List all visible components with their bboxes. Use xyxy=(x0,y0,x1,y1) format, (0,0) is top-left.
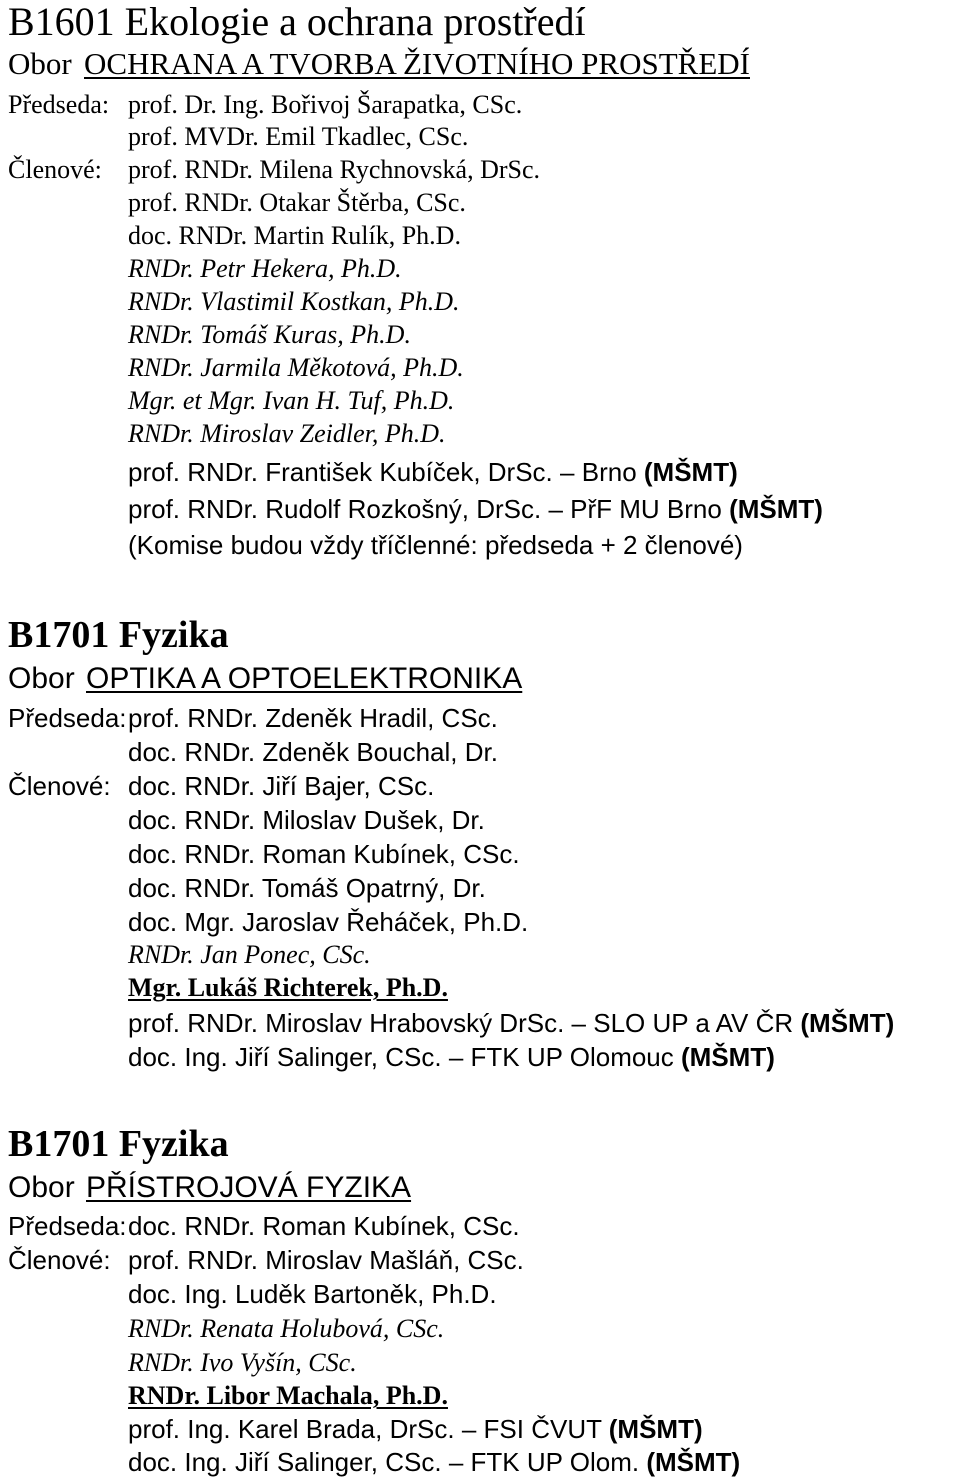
external-member-place: FTK UP Olomouc xyxy=(470,1042,674,1072)
member-name: doc. RNDr. Tomáš Opatrný, Dr. xyxy=(128,873,486,903)
member-name: Mgr. Lukáš Richterek, Ph.D. xyxy=(128,973,448,1002)
member-name: doc. RNDr. Roman Kubínek, CSc. xyxy=(128,839,520,869)
predseda-name: doc. RNDr. Zdeněk Bouchal, Dr. xyxy=(128,737,498,767)
external-member-place: FTK UP Olom. xyxy=(470,1447,640,1477)
member-name: RNDr. Jarmila Měkotová, Ph.D. xyxy=(128,353,464,382)
predseda-name: prof. MVDr. Emil Tkadlec, CSc. xyxy=(128,122,469,151)
member-name: RNDr. Ivo Vyšín, CSc. xyxy=(128,1348,357,1377)
section-title: B1701 Fyzika xyxy=(8,1123,229,1165)
msmt-tag: (MŠMT) xyxy=(646,1447,741,1477)
member-name: RNDr. Tomáš Kuras, Ph.D. xyxy=(128,320,411,349)
member-name: RNDr. Jan Ponec, CSc. xyxy=(128,940,371,969)
predseda-label: Předseda: xyxy=(8,703,127,733)
msmt-tag: (MŠMT) xyxy=(608,1414,703,1444)
external-member xyxy=(128,493,823,525)
msmt-tag: (MŠMT) xyxy=(729,494,823,524)
member-name: Mgr. et Mgr. Ivan H. Tuf, Ph.D. xyxy=(128,386,455,415)
external-member-place: PřF MU Brno xyxy=(570,494,722,524)
external-member-place: Brno xyxy=(581,457,637,487)
msmt-tag: (MŠMT) xyxy=(800,1008,895,1038)
clenove-label: Členové: xyxy=(8,155,102,184)
predseda-name: prof. Dr. Ing. Bořivoj Šarapatka, CSc. xyxy=(128,90,523,119)
member-name: doc. RNDr. Martin Rulík, Ph.D. xyxy=(128,221,461,250)
obor-name: OCHRANA A TVORBA ŽIVOTNÍHO PROSTŘEDÍ xyxy=(84,46,750,81)
predseda-label: Předseda: xyxy=(8,90,110,119)
obor-name: PŘÍSTROJOVÁ FYZIKA xyxy=(86,1171,412,1204)
section-title: B1701 Fyzika xyxy=(8,614,229,656)
member-name: RNDr. Petr Hekera, Ph.D. xyxy=(128,254,402,283)
external-member-name: prof. RNDr. František Kubíček, DrSc. xyxy=(128,457,553,487)
predseda-label: Předseda: xyxy=(8,1211,127,1241)
external-member-name: prof. RNDr. Miroslav Hrabovský DrSc. xyxy=(128,1008,565,1038)
member-name: RNDr. Miroslav Zeidler, Ph.D. xyxy=(128,419,446,448)
section-title: B1601 Ekologie a ochrana prostředí xyxy=(8,0,586,44)
member-name: doc. RNDr. Jiří Bajer, CSc. xyxy=(128,771,435,801)
external-member xyxy=(128,1041,775,1073)
clenove-label: Členové: xyxy=(8,1245,111,1275)
member-name: RNDr. Renata Holubová, CSc. xyxy=(128,1314,445,1343)
msmt-tag: (MŠMT) xyxy=(643,457,738,487)
predseda-name: prof. RNDr. Zdeněk Hradil, CSc. xyxy=(128,703,498,733)
external-member xyxy=(128,456,738,488)
msmt-tag: (MŠMT) xyxy=(681,1042,775,1072)
external-member xyxy=(128,1413,703,1445)
dash: – xyxy=(560,457,575,487)
member-name: prof. RNDr. Milena Rychnovská, DrSc. xyxy=(128,155,541,184)
predseda-name: doc. RNDr. Roman Kubínek, CSc. xyxy=(128,1211,520,1241)
dash: – xyxy=(448,1447,464,1477)
clenove-label: Členové: xyxy=(8,771,111,801)
obor-prefix: Obor xyxy=(8,1171,75,1204)
external-member-place: FSI ČVUT xyxy=(483,1414,602,1444)
dash: – xyxy=(571,1008,587,1038)
external-member-name: prof. Ing. Karel Brada, DrSc. xyxy=(128,1414,455,1444)
dash: – xyxy=(461,1414,477,1444)
member-name: doc. Mgr. Jaroslav Řeháček, Ph.D. xyxy=(128,907,529,937)
commission-note: (Komise budou vždy tříčlenné: předseda + 2 členové) xyxy=(128,530,743,560)
obor-name: OPTIKA A OPTOELEKTRONIKA xyxy=(86,662,523,695)
member-name: RNDr. Vlastimil Kostkan, Ph.D. xyxy=(128,287,460,316)
dash: – xyxy=(548,494,563,524)
member-name: doc. Ing. Luděk Bartoněk, Ph.D. xyxy=(128,1279,497,1309)
member-name: doc. RNDr. Miloslav Dušek, Dr. xyxy=(128,805,485,835)
obor-prefix: Obor xyxy=(8,662,75,695)
external-member-name: doc. Ing. Jiří Salinger, CSc. xyxy=(128,1447,442,1477)
dash: – xyxy=(448,1042,464,1072)
obor-prefix: Obor xyxy=(8,46,72,81)
member-name: RNDr. Libor Machala, Ph.D. xyxy=(128,1381,448,1410)
external-member-name: doc. Ing. Jiří Salinger, CSc. xyxy=(128,1042,442,1072)
member-name: prof. RNDr. Miroslav Mašláň, CSc. xyxy=(128,1245,524,1275)
external-member-place: SLO UP a AV ČR xyxy=(593,1008,794,1038)
external-member xyxy=(128,1007,894,1039)
external-member xyxy=(128,1446,740,1478)
member-name: prof. RNDr. Otakar Štěrba, CSc. xyxy=(128,188,466,217)
external-member-name: prof. RNDr. Rudolf Rozkošný, DrSc. xyxy=(128,494,542,524)
